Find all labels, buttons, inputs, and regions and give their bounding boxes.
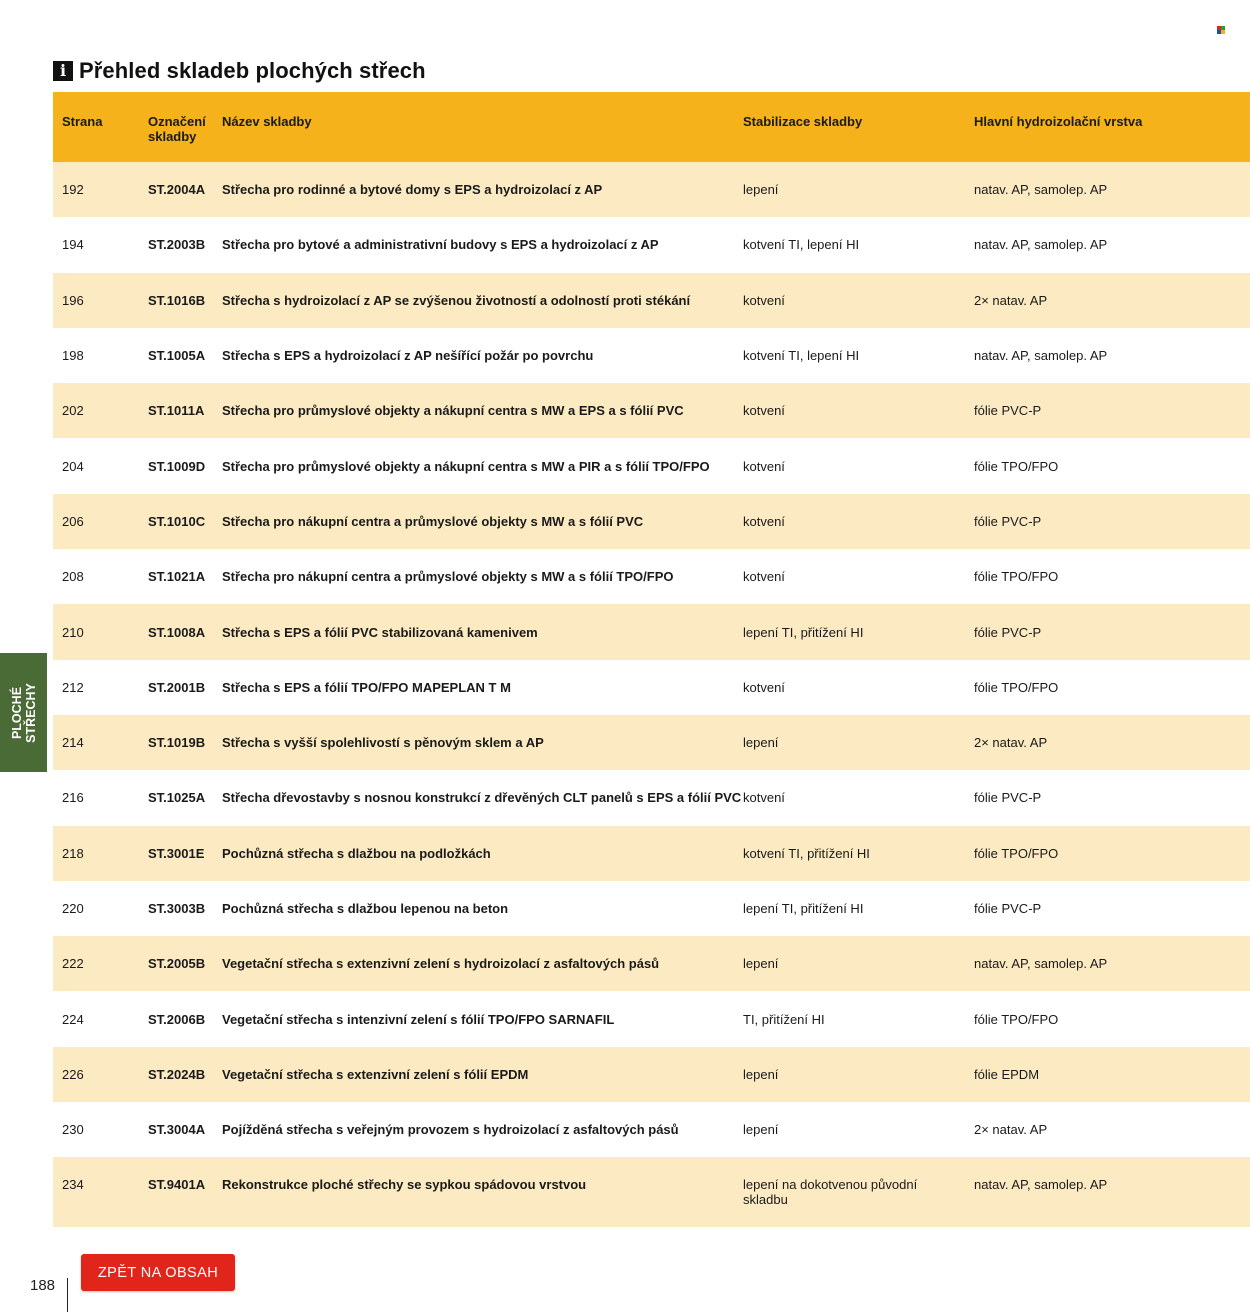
cell-waterproofing: natav. AP, samolep. AP [974,182,1108,198]
footer-divider [67,1278,68,1312]
column-header-code: Označení skladby [148,114,206,144]
title-block [53,58,426,84]
cell-page: 230 [62,1122,84,1138]
table-row [53,826,1250,881]
cell-waterproofing: fólie TPO/FPO [974,679,1059,695]
cell-waterproofing: fólie PVC-P [974,790,1042,806]
cell-stabilization: TI, přitížení HI [743,1011,825,1027]
cell-stabilization: kotvení [743,679,785,695]
cell-page: 220 [62,901,84,916]
cell-stabilization: lepení [743,735,779,751]
table-row [53,217,1250,272]
cell-stabilization: kotvení [743,403,785,419]
cell-waterproofing: natav. AP, samolep. AP [974,1177,1108,1193]
cell-page: 214 [62,735,84,751]
cell-code: ST.2005B [148,956,206,972]
cell-code: ST.9401A [148,1177,206,1193]
cell-stabilization: kotvení [743,292,785,308]
cell-code: ST.2024B [148,1066,206,1082]
cell-stabilization: kotvení [743,790,785,806]
cell-stabilization: lepení [743,1122,779,1138]
cell-name: Střecha pro rodinné a bytové domy s EPS a hydroizolací z AP [222,182,603,198]
table-row [53,328,1250,383]
cell-stabilization: kotvení TI, lepení HI [743,237,860,253]
table-row [53,604,1250,659]
cell-stabilization: kotvení [743,458,785,474]
cell-waterproofing: natav. AP, samolep. AP [974,237,1108,253]
cell-name: Střecha s hydroizolací z AP se zvýšenou životností a odolností proti stékání [222,292,691,308]
cell-stabilization: kotvení [743,513,785,529]
cell-page: 224 [62,1011,84,1027]
cell-code: ST.1016B [148,292,206,308]
table-row [53,881,1250,936]
table-row [53,660,1250,715]
side-tab-line-1: PLOCHÉ [9,686,24,739]
cell-name: Pochůzná střecha s dlažbou lepenou na beton [222,901,509,916]
cell-code: ST.1025A [148,790,206,806]
cell-code: ST.2003B [148,237,206,253]
cell-name: Střecha pro nákupní centra a průmyslové objekty s MW a s fólií PVC [222,513,644,529]
cell-code: ST.1005A [148,348,206,364]
cell-page: 234 [62,1177,84,1193]
cell-name: Pojížděná střecha s veřejným provozem s hydroizolací z asfaltových pásů [222,1122,679,1138]
cell-page: 202 [62,403,84,419]
cell-stabilization: lepení TI, přitížení HI [743,624,864,640]
cell-page: 218 [62,845,84,861]
cell-name: Vegetační střecha s extenzivní zelení s fólií EPDM [222,1066,529,1082]
cell-waterproofing: fólie TPO/FPO [974,569,1059,585]
cell-stabilization: lepení na dokotvenou původní skladbu [743,1177,918,1208]
cell-page: 208 [62,569,84,585]
cell-stabilization: lepení TI, přitížení HI [743,901,864,916]
cell-code: ST.3001E [148,845,205,861]
brand-logo-icon [1217,26,1225,34]
cell-name: Střecha pro průmyslové objekty a nákupní centra s MW a PIR a s fólií TPO/FPO [222,458,710,474]
cell-page: 216 [62,790,84,806]
cell-name: Střecha s EPS a hydroizolací z AP nešířící požár po povrchu [222,348,594,364]
cell-code: ST.1008A [148,624,206,640]
table-row [53,1102,1250,1157]
cell-name: Střecha pro nákupní centra a průmyslové objekty s MW a s fólií TPO/FPO [222,569,674,585]
cell-stabilization: lepení [743,1066,779,1082]
cell-page: 222 [62,956,84,972]
cell-code: ST.1009D [148,458,206,474]
column-header-stabilization: Stabilizace skladby [743,114,863,129]
column-header-name: Název skladby [222,114,312,129]
cell-code: ST.2001B [148,679,206,695]
cell-code: ST.2006B [148,1011,206,1027]
cell-code: ST.1010C [148,513,206,529]
cell-stabilization: lepení [743,956,779,972]
cell-stabilization: lepení [743,182,779,198]
cell-code: ST.2004A [148,182,206,198]
cell-name: Rekonstrukce ploché střechy se sypkou spádovou vrstvou [222,1177,587,1193]
cell-waterproofing: fólie TPO/FPO [974,1011,1059,1027]
cell-waterproofing: natav. AP, samolep. AP [974,956,1108,972]
page-title: Přehled skladeb plochých střech [79,58,426,83]
cell-waterproofing: 2× natav. AP [974,292,1048,308]
table-row [53,438,1250,493]
cell-code: ST.3004A [148,1122,206,1138]
cell-name: Střecha dřevostavby s nosnou konstrukcí z dřevěných CLT panelů s EPS a fólií PVC [222,790,742,806]
cell-stabilization: kotvení [743,569,785,585]
cell-stabilization: kotvení TI, lepení HI [743,348,860,364]
cell-page: 212 [62,679,84,695]
cell-waterproofing: 2× natav. AP [974,1122,1048,1138]
cell-name: Pochůzná střecha s dlažbou na podložkách [222,845,491,861]
cell-name: Střecha s EPS a fólií TPO/FPO MAPEPLAN T M [222,679,511,695]
cell-stabilization: kotvení TI, přitížení HI [743,845,870,861]
column-header-waterproofing: Hlavní hydroizolační vrstva [974,114,1143,129]
cell-code: ST.1019B [148,735,206,751]
table-row [53,770,1250,825]
cell-name: Vegetační střecha s intenzivní zelení s fólií TPO/FPO SARNAFIL [222,1011,615,1027]
table-row [53,549,1250,604]
cell-page: 210 [62,624,84,640]
cell-code: ST.3003B [148,901,206,916]
table-row [53,1157,1250,1227]
cell-name: Vegetační střecha s extenzivní zelení s hydroizolací z asfaltových pásů [222,956,660,972]
cell-name: Střecha pro průmyslové objekty a nákupní centra s MW a EPS a s fólií PVC [222,403,684,419]
cell-name: Střecha s vyšší spolehlivostí s pěnovým sklem a AP [222,735,544,751]
table-row [53,1047,1250,1102]
roof-compositions-table [53,92,1250,1227]
table-body [53,162,1250,1227]
cell-waterproofing: fólie PVC-P [974,901,1042,916]
cell-page: 206 [62,513,84,529]
cell-page: 204 [62,458,84,474]
column-header-page: Strana [62,114,103,129]
cell-page: 226 [62,1066,84,1082]
cell-page: 194 [62,237,84,253]
table-row [53,715,1250,770]
cell-waterproofing: fólie PVC-P [974,513,1042,529]
cell-code: ST.1011A [148,403,205,419]
page-number: 188 [30,1277,56,1294]
table-row [53,383,1250,438]
cell-page: 196 [62,292,84,308]
back-to-contents-button[interactable]: ZPĚT NA OBSAH [81,1254,235,1291]
table-row [53,991,1250,1046]
section-side-tab[interactable] [0,653,47,772]
table-row [53,273,1250,328]
side-tab-line-2: STŘECHY [23,682,38,743]
table-row [53,162,1250,217]
cell-waterproofing: fólie TPO/FPO [974,458,1059,474]
table-header-row [53,92,1250,162]
cell-waterproofing: fólie PVC-P [974,624,1042,640]
cell-page: 192 [62,182,84,198]
table-row [53,936,1250,991]
cell-waterproofing: natav. AP, samolep. AP [974,348,1108,364]
cell-waterproofing: fólie PVC-P [974,403,1042,419]
cell-waterproofing: fólie EPDM [974,1066,1040,1082]
info-icon: i [53,61,73,81]
cell-name: Střecha s EPS a fólií PVC stabilizovaná kamenivem [222,624,538,640]
cell-name: Střecha pro bytové a administrativní budovy s EPS a hydroizolací z AP [222,237,659,253]
table-row [53,494,1250,549]
cell-page: 198 [62,348,84,364]
cell-waterproofing: fólie TPO/FPO [974,845,1059,861]
cell-waterproofing: 2× natav. AP [974,735,1048,751]
cell-code: ST.1021A [148,569,206,585]
